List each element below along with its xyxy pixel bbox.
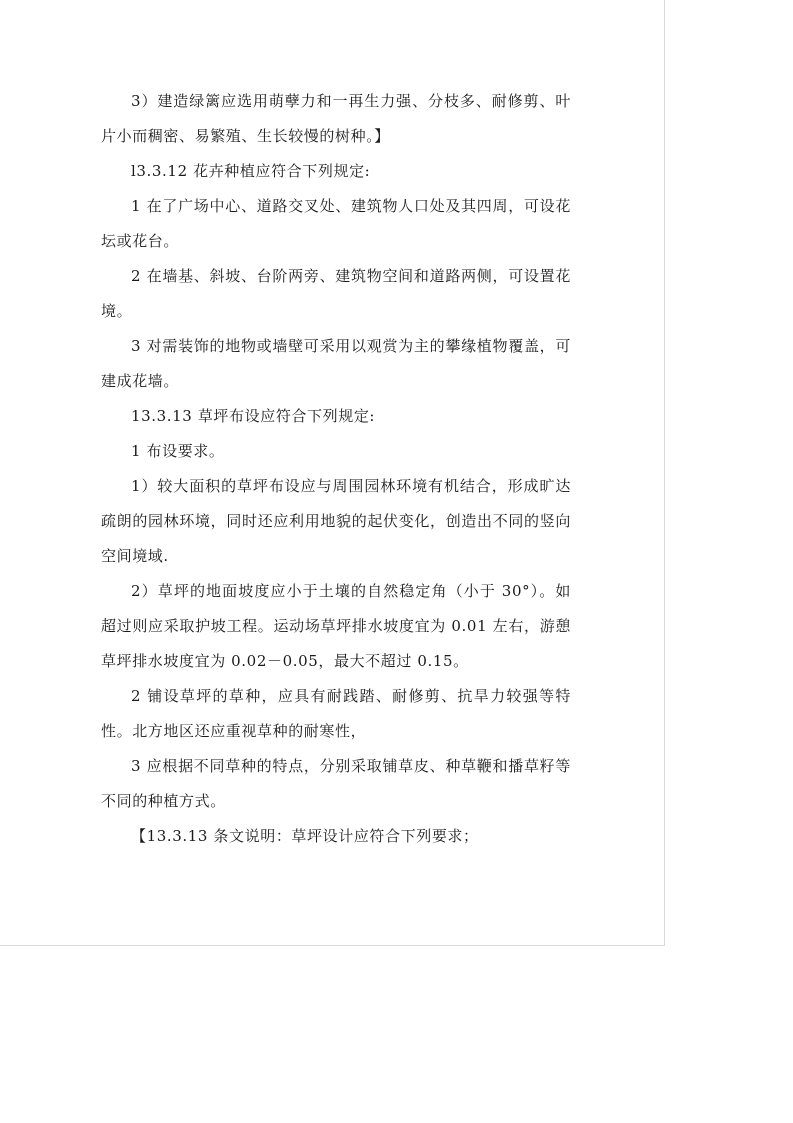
paragraph-flower-border: 2 在墙基、斜坡、台阶两旁、建筑物空间和道路两侧，可设置花境。 [101, 267, 571, 320]
paragraph-layout-requirements: 1 布设要求。 [131, 442, 225, 460]
paragraph-lawn-slope: 2）草坪的地面坡度应小于土壤的自然稳定角（小于 30°）。如超过则应采取护坡工程。运动场草坪排水坡度宜为 0.01 左右，游憩草坪排水坡度宜为 0.02－0.05，最大不超过 0.15。 [101, 582, 571, 670]
paragraph-planting-methods: 3 应根据不同草种的特点，分别采取铺草皮、种草鞭和播草籽等不同的种植方式。 [101, 757, 571, 810]
clause-13-3-13-explanation: 【13.3.13 条文说明：草坪设计应符合下列要求； [131, 827, 479, 845]
document-body [101, 84, 571, 854]
paragraph-hedge-tree-species: 3）建造绿篱应选用萌孽力和一再生力强、分枝多、耐修剪、叶片小而稠密、易繁殖、生长较慢的树种。】 [101, 92, 571, 145]
clause-13-3-13-heading: 13.3.13 草坪布设应符合下列规定: [131, 407, 376, 425]
paragraph-grass-species: 2 铺设草坪的草种，应具有耐践踏、耐修剪、抗旱力较强等特性。北方地区还应重视草种的耐寒性， [101, 687, 571, 740]
paragraph-large-lawn: 1）较大面积的草坪布设应与周围园林环境有机结合，形成旷达疏朗的园林环境，同时还应利用地貌的起伏变化，创造出不同的竖向空间境域. [101, 477, 571, 565]
clause-13-3-12-heading: l3.3.12 花卉种植应符合下列规定: [131, 162, 371, 180]
paragraph-flower-bed: 1 在了广场中心、道路交叉处、建筑物人口处及其四周，可设花坛或花台。 [101, 197, 571, 250]
paragraph-flower-wall: 3 对需装饰的地物或墙壁可采用以观赏为主的攀缘植物覆盖，可建成花墙。 [101, 337, 571, 390]
